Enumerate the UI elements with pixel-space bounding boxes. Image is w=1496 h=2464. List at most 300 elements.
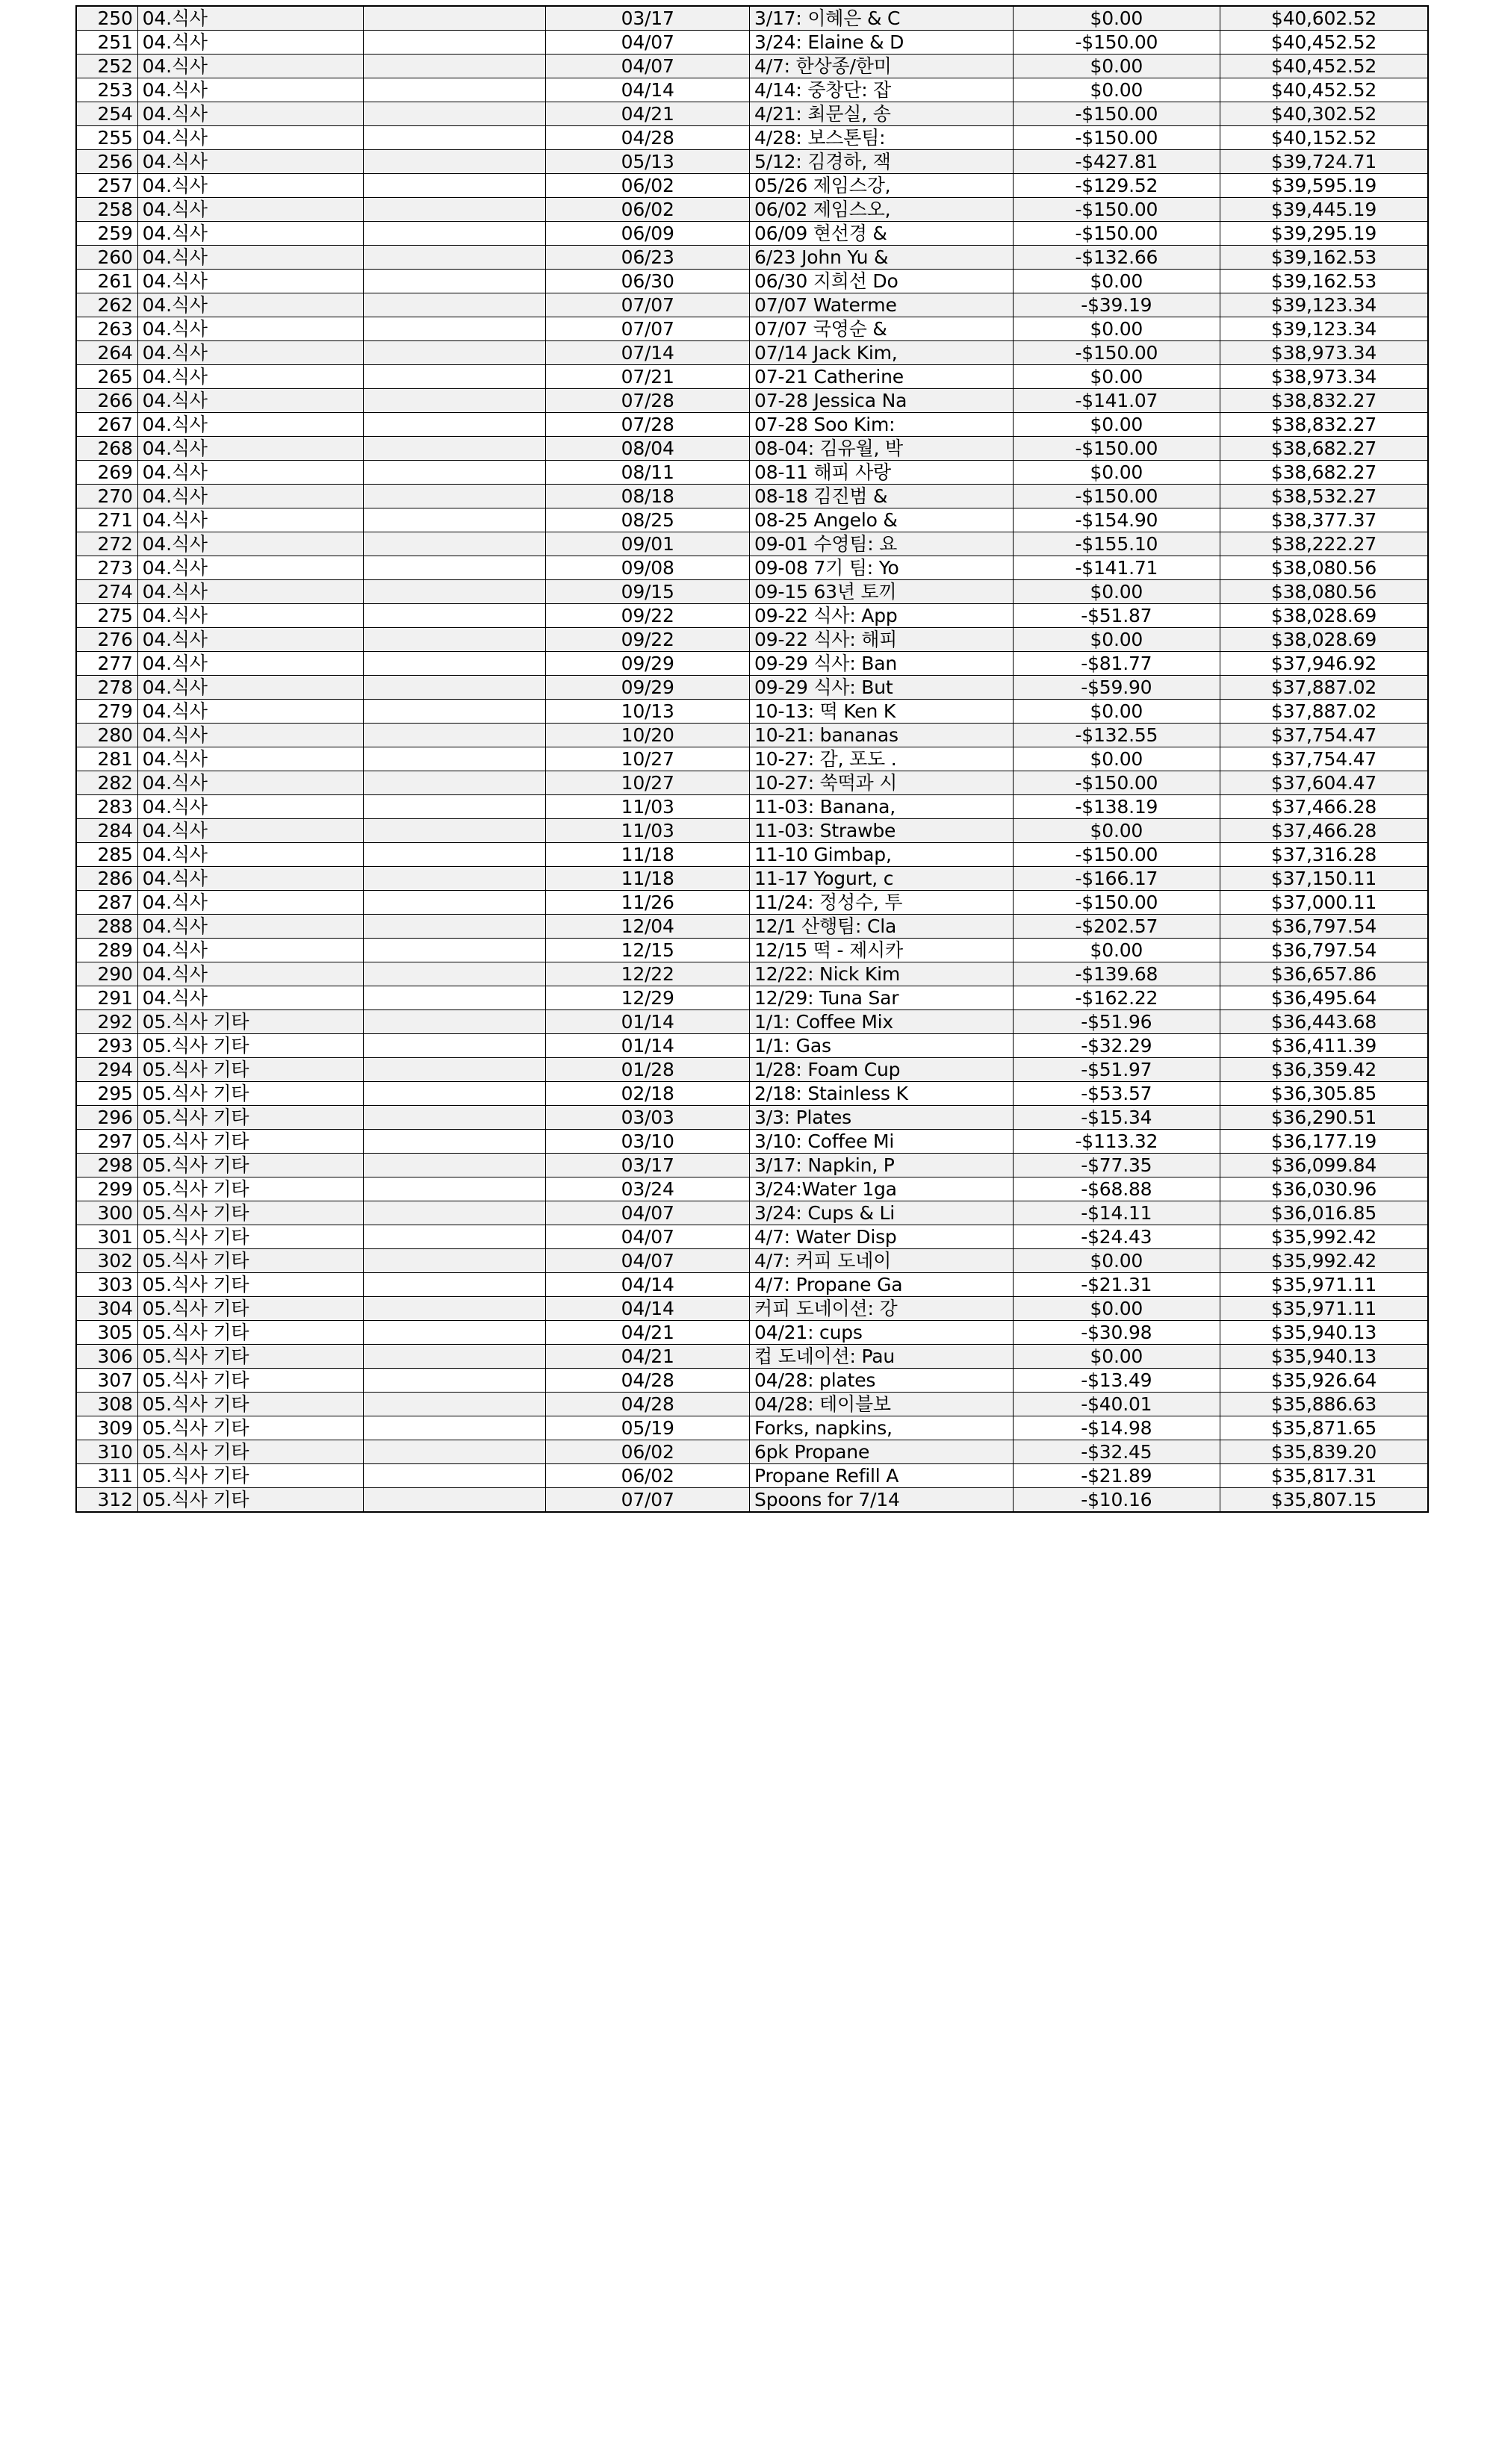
cell-subcategory[interactable] xyxy=(364,1034,546,1058)
cell-amount[interactable]: -$150.00 xyxy=(1013,222,1220,246)
cell-date[interactable]: 10/27 xyxy=(546,747,750,771)
cell-description[interactable] xyxy=(750,747,1014,771)
cell-row-number[interactable]: 271 xyxy=(76,508,137,532)
table-row[interactable] xyxy=(76,1297,1428,1321)
cell-amount[interactable]: -$132.55 xyxy=(1013,724,1220,747)
cell-date[interactable]: 12/29 xyxy=(546,986,750,1010)
cell-category[interactable]: 04.식사 xyxy=(137,174,363,198)
table-row[interactable] xyxy=(76,724,1428,747)
cell-subcategory[interactable] xyxy=(364,891,546,915)
cell-row-number[interactable]: 256 xyxy=(76,150,137,174)
cell-description[interactable] xyxy=(750,1249,1014,1273)
cell-amount[interactable]: $0.00 xyxy=(1013,270,1220,293)
cell-category[interactable]: 05.식사 기타 xyxy=(137,1345,363,1369)
cell-subcategory[interactable] xyxy=(364,1249,546,1273)
cell-row-number[interactable]: 259 xyxy=(76,222,137,246)
cell-category[interactable]: 04.식사 xyxy=(137,461,363,485)
cell-description[interactable] xyxy=(750,222,1014,246)
cell-balance[interactable]: $37,887.02 xyxy=(1220,676,1429,700)
cell-description[interactable] xyxy=(750,1393,1014,1416)
cell-amount[interactable]: -$150.00 xyxy=(1013,437,1220,461)
cell-subcategory[interactable] xyxy=(364,628,546,652)
cell-subcategory[interactable] xyxy=(364,1154,546,1177)
cell-date[interactable]: 08/25 xyxy=(546,508,750,532)
cell-subcategory[interactable] xyxy=(364,461,546,485)
cell-row-number[interactable]: 306 xyxy=(76,1345,137,1369)
cell-balance[interactable]: $39,595.19 xyxy=(1220,174,1429,198)
cell-subcategory[interactable] xyxy=(364,413,546,437)
cell-date[interactable]: 04/21 xyxy=(546,102,750,126)
cell-amount[interactable]: $0.00 xyxy=(1013,939,1220,962)
table-row[interactable] xyxy=(76,126,1428,150)
cell-category[interactable]: 05.식사 기타 xyxy=(137,1106,363,1130)
table-row[interactable] xyxy=(76,150,1428,174)
cell-amount[interactable]: -$51.87 xyxy=(1013,604,1220,628)
cell-amount[interactable]: -$81.77 xyxy=(1013,652,1220,676)
cell-description[interactable] xyxy=(750,771,1014,795)
cell-description[interactable] xyxy=(750,1321,1014,1345)
cell-amount[interactable]: -$59.90 xyxy=(1013,676,1220,700)
cell-category[interactable]: 05.식사 기타 xyxy=(137,1225,363,1249)
cell-category[interactable]: 05.식사 기타 xyxy=(137,1034,363,1058)
cell-balance[interactable]: $37,000.11 xyxy=(1220,891,1429,915)
cell-subcategory[interactable] xyxy=(364,246,546,270)
cell-category[interactable]: 04.식사 xyxy=(137,676,363,700)
table-row[interactable] xyxy=(76,795,1428,819)
cell-balance[interactable]: $40,152.52 xyxy=(1220,126,1429,150)
cell-balance[interactable]: $36,305.85 xyxy=(1220,1082,1429,1106)
cell-balance[interactable]: $36,657.86 xyxy=(1220,962,1429,986)
cell-subcategory[interactable] xyxy=(364,915,546,939)
cell-amount[interactable]: $0.00 xyxy=(1013,461,1220,485)
cell-date[interactable]: 04/21 xyxy=(546,1321,750,1345)
cell-category[interactable]: 04.식사 xyxy=(137,747,363,771)
cell-subcategory[interactable] xyxy=(364,1225,546,1249)
cell-date[interactable]: 12/15 xyxy=(546,939,750,962)
cell-balance[interactable]: $35,926.64 xyxy=(1220,1369,1429,1393)
cell-row-number[interactable]: 253 xyxy=(76,78,137,102)
cell-row-number[interactable]: 284 xyxy=(76,819,137,843)
cell-date[interactable]: 03/17 xyxy=(546,1154,750,1177)
cell-balance[interactable]: $35,940.13 xyxy=(1220,1321,1429,1345)
cell-description[interactable] xyxy=(750,1058,1014,1082)
cell-description[interactable] xyxy=(750,293,1014,317)
cell-row-number[interactable]: 300 xyxy=(76,1201,137,1225)
table-row[interactable] xyxy=(76,389,1428,413)
table-row[interactable] xyxy=(76,939,1428,962)
cell-date[interactable]: 09/22 xyxy=(546,604,750,628)
cell-row-number[interactable]: 263 xyxy=(76,317,137,341)
table-row[interactable] xyxy=(76,556,1428,580)
cell-balance[interactable]: $37,316.28 xyxy=(1220,843,1429,867)
cell-description[interactable] xyxy=(750,1177,1014,1201)
cell-subcategory[interactable] xyxy=(364,1130,546,1154)
cell-row-number[interactable]: 251 xyxy=(76,31,137,55)
cell-subcategory[interactable] xyxy=(364,1273,546,1297)
cell-date[interactable]: 09/01 xyxy=(546,532,750,556)
cell-description[interactable] xyxy=(750,1034,1014,1058)
cell-balance[interactable]: $39,123.34 xyxy=(1220,317,1429,341)
cell-amount[interactable]: -$162.22 xyxy=(1013,986,1220,1010)
table-row[interactable] xyxy=(76,1106,1428,1130)
cell-description[interactable] xyxy=(750,1130,1014,1154)
cell-subcategory[interactable] xyxy=(364,1345,546,1369)
cell-description[interactable] xyxy=(750,1082,1014,1106)
cell-row-number[interactable]: 297 xyxy=(76,1130,137,1154)
cell-balance[interactable]: $35,817.31 xyxy=(1220,1464,1429,1488)
cell-subcategory[interactable] xyxy=(364,55,546,78)
cell-amount[interactable]: $0.00 xyxy=(1013,628,1220,652)
cell-subcategory[interactable] xyxy=(364,437,546,461)
cell-category[interactable]: 04.식사 xyxy=(137,580,363,604)
cell-description[interactable] xyxy=(750,1154,1014,1177)
cell-subcategory[interactable] xyxy=(364,986,546,1010)
cell-row-number[interactable]: 308 xyxy=(76,1393,137,1416)
cell-row-number[interactable]: 301 xyxy=(76,1225,137,1249)
table-row[interactable] xyxy=(76,843,1428,867)
cell-balance[interactable]: $37,466.28 xyxy=(1220,795,1429,819)
cell-subcategory[interactable] xyxy=(364,724,546,747)
table-row[interactable] xyxy=(76,604,1428,628)
cell-description[interactable] xyxy=(750,1488,1014,1513)
cell-amount[interactable]: -$150.00 xyxy=(1013,891,1220,915)
cell-row-number[interactable]: 295 xyxy=(76,1082,137,1106)
cell-description[interactable] xyxy=(750,1345,1014,1369)
cell-row-number[interactable]: 299 xyxy=(76,1177,137,1201)
cell-date[interactable]: 04/07 xyxy=(546,1225,750,1249)
cell-subcategory[interactable] xyxy=(364,939,546,962)
table-row[interactable] xyxy=(76,508,1428,532)
cell-category[interactable]: 05.식사 기타 xyxy=(137,1464,363,1488)
cell-date[interactable]: 09/08 xyxy=(546,556,750,580)
cell-amount[interactable]: $0.00 xyxy=(1013,1345,1220,1369)
cell-subcategory[interactable] xyxy=(364,293,546,317)
table-row[interactable] xyxy=(76,365,1428,389)
cell-balance[interactable]: $38,080.56 xyxy=(1220,556,1429,580)
cell-balance[interactable]: $35,871.65 xyxy=(1220,1416,1429,1440)
cell-category[interactable]: 05.식사 기타 xyxy=(137,1010,363,1034)
cell-category[interactable]: 04.식사 xyxy=(137,867,363,891)
cell-row-number[interactable]: 293 xyxy=(76,1034,137,1058)
cell-subcategory[interactable] xyxy=(364,1393,546,1416)
cell-row-number[interactable]: 288 xyxy=(76,915,137,939)
cell-description[interactable] xyxy=(750,508,1014,532)
cell-balance[interactable]: $35,839.20 xyxy=(1220,1440,1429,1464)
table-row[interactable] xyxy=(76,1464,1428,1488)
table-row[interactable] xyxy=(76,1225,1428,1249)
cell-date[interactable]: 04/28 xyxy=(546,1393,750,1416)
cell-subcategory[interactable] xyxy=(364,747,546,771)
cell-category[interactable]: 04.식사 xyxy=(137,628,363,652)
cell-description[interactable] xyxy=(750,986,1014,1010)
cell-category[interactable]: 04.식사 xyxy=(137,341,363,365)
cell-amount[interactable]: -$24.43 xyxy=(1013,1225,1220,1249)
cell-row-number[interactable]: 275 xyxy=(76,604,137,628)
cell-amount[interactable]: -$51.97 xyxy=(1013,1058,1220,1082)
cell-subcategory[interactable] xyxy=(364,771,546,795)
cell-subcategory[interactable] xyxy=(364,1488,546,1513)
cell-balance[interactable]: $38,222.27 xyxy=(1220,532,1429,556)
cell-date[interactable]: 09/29 xyxy=(546,652,750,676)
cell-row-number[interactable]: 276 xyxy=(76,628,137,652)
cell-row-number[interactable]: 309 xyxy=(76,1416,137,1440)
table-row[interactable] xyxy=(76,1130,1428,1154)
cell-subcategory[interactable] xyxy=(364,819,546,843)
cell-amount[interactable]: -$14.98 xyxy=(1013,1416,1220,1440)
cell-category[interactable]: 04.식사 xyxy=(137,413,363,437)
cell-amount[interactable]: $0.00 xyxy=(1013,580,1220,604)
cell-subcategory[interactable] xyxy=(364,1440,546,1464)
table-row[interactable] xyxy=(76,293,1428,317)
cell-amount[interactable]: -$141.71 xyxy=(1013,556,1220,580)
cell-balance[interactable]: $37,604.47 xyxy=(1220,771,1429,795)
cell-amount[interactable]: $0.00 xyxy=(1013,1249,1220,1273)
cell-description[interactable] xyxy=(750,1106,1014,1130)
cell-date[interactable]: 04/14 xyxy=(546,1297,750,1321)
cell-balance[interactable]: $37,754.47 xyxy=(1220,747,1429,771)
cell-row-number[interactable]: 282 xyxy=(76,771,137,795)
cell-date[interactable]: 05/13 xyxy=(546,150,750,174)
cell-subcategory[interactable] xyxy=(364,1106,546,1130)
cell-date[interactable]: 04/14 xyxy=(546,1273,750,1297)
cell-row-number[interactable]: 261 xyxy=(76,270,137,293)
cell-description[interactable] xyxy=(750,795,1014,819)
cell-amount[interactable]: -$150.00 xyxy=(1013,31,1220,55)
cell-category[interactable]: 04.식사 xyxy=(137,365,363,389)
cell-category[interactable]: 04.식사 xyxy=(137,724,363,747)
cell-description[interactable] xyxy=(750,1416,1014,1440)
cell-row-number[interactable]: 273 xyxy=(76,556,137,580)
cell-subcategory[interactable] xyxy=(364,150,546,174)
cell-balance[interactable]: $38,532.27 xyxy=(1220,485,1429,508)
cell-amount[interactable]: -$150.00 xyxy=(1013,485,1220,508)
cell-subcategory[interactable] xyxy=(364,1201,546,1225)
cell-subcategory[interactable] xyxy=(364,485,546,508)
table-row[interactable] xyxy=(76,317,1428,341)
cell-description[interactable] xyxy=(750,413,1014,437)
cell-category[interactable]: 04.식사 xyxy=(137,150,363,174)
table-row[interactable] xyxy=(76,532,1428,556)
cell-description[interactable] xyxy=(750,724,1014,747)
table-row[interactable] xyxy=(76,1416,1428,1440)
cell-category[interactable]: 04.식사 xyxy=(137,317,363,341)
table-row[interactable] xyxy=(76,1488,1428,1513)
cell-row-number[interactable]: 286 xyxy=(76,867,137,891)
cell-amount[interactable]: $0.00 xyxy=(1013,55,1220,78)
cell-balance[interactable]: $38,832.27 xyxy=(1220,413,1429,437)
cell-description[interactable] xyxy=(750,939,1014,962)
table-row[interactable] xyxy=(76,962,1428,986)
cell-balance[interactable]: $36,030.96 xyxy=(1220,1177,1429,1201)
cell-amount[interactable]: -$30.98 xyxy=(1013,1321,1220,1345)
cell-subcategory[interactable] xyxy=(364,580,546,604)
cell-row-number[interactable]: 277 xyxy=(76,652,137,676)
cell-date[interactable]: 07/28 xyxy=(546,389,750,413)
table-row[interactable] xyxy=(76,1345,1428,1369)
cell-date[interactable]: 08/18 xyxy=(546,485,750,508)
cell-amount[interactable]: $0.00 xyxy=(1013,365,1220,389)
cell-category[interactable]: 04.식사 xyxy=(137,986,363,1010)
cell-balance[interactable]: $36,099.84 xyxy=(1220,1154,1429,1177)
cell-description[interactable] xyxy=(750,270,1014,293)
cell-date[interactable]: 01/14 xyxy=(546,1034,750,1058)
cell-description[interactable] xyxy=(750,437,1014,461)
cell-row-number[interactable]: 266 xyxy=(76,389,137,413)
cell-balance[interactable]: $37,466.28 xyxy=(1220,819,1429,843)
cell-balance[interactable]: $39,295.19 xyxy=(1220,222,1429,246)
cell-balance[interactable]: $37,946.92 xyxy=(1220,652,1429,676)
cell-category[interactable]: 05.식사 기타 xyxy=(137,1440,363,1464)
cell-amount[interactable]: -$32.45 xyxy=(1013,1440,1220,1464)
cell-description[interactable] xyxy=(750,819,1014,843)
cell-category[interactable]: 04.식사 xyxy=(137,508,363,532)
cell-date[interactable]: 04/28 xyxy=(546,126,750,150)
table-row[interactable] xyxy=(76,676,1428,700)
cell-amount[interactable]: -$202.57 xyxy=(1013,915,1220,939)
cell-description[interactable] xyxy=(750,485,1014,508)
cell-date[interactable]: 07/07 xyxy=(546,293,750,317)
cell-balance[interactable]: $40,452.52 xyxy=(1220,78,1429,102)
cell-amount[interactable]: -$150.00 xyxy=(1013,126,1220,150)
cell-date[interactable]: 06/09 xyxy=(546,222,750,246)
cell-subcategory[interactable] xyxy=(364,31,546,55)
cell-amount[interactable]: $0.00 xyxy=(1013,6,1220,31)
cell-category[interactable]: 04.식사 xyxy=(137,437,363,461)
cell-subcategory[interactable] xyxy=(364,556,546,580)
table-row[interactable] xyxy=(76,891,1428,915)
cell-row-number[interactable]: 311 xyxy=(76,1464,137,1488)
cell-date[interactable]: 04/07 xyxy=(546,55,750,78)
cell-balance[interactable]: $39,445.19 xyxy=(1220,198,1429,222)
cell-row-number[interactable]: 285 xyxy=(76,843,137,867)
cell-category[interactable]: 04.식사 xyxy=(137,102,363,126)
cell-row-number[interactable]: 280 xyxy=(76,724,137,747)
cell-category[interactable]: 04.식사 xyxy=(137,843,363,867)
cell-date[interactable]: 06/02 xyxy=(546,1440,750,1464)
cell-amount[interactable]: $0.00 xyxy=(1013,413,1220,437)
cell-category[interactable]: 04.식사 xyxy=(137,795,363,819)
cell-balance[interactable]: $35,992.42 xyxy=(1220,1249,1429,1273)
cell-date[interactable]: 09/15 xyxy=(546,580,750,604)
cell-category[interactable]: 05.식사 기타 xyxy=(137,1249,363,1273)
table-row[interactable] xyxy=(76,1369,1428,1393)
table-row[interactable] xyxy=(76,1082,1428,1106)
cell-subcategory[interactable] xyxy=(364,78,546,102)
cell-subcategory[interactable] xyxy=(364,1082,546,1106)
cell-balance[interactable]: $36,290.51 xyxy=(1220,1106,1429,1130)
cell-balance[interactable]: $40,302.52 xyxy=(1220,102,1429,126)
cell-balance[interactable]: $40,452.52 xyxy=(1220,55,1429,78)
cell-amount[interactable]: -$427.81 xyxy=(1013,150,1220,174)
table-row[interactable] xyxy=(76,270,1428,293)
cell-description[interactable] xyxy=(750,461,1014,485)
cell-category[interactable]: 05.식사 기타 xyxy=(137,1393,363,1416)
cell-category[interactable]: 04.식사 xyxy=(137,532,363,556)
cell-balance[interactable]: $38,682.27 xyxy=(1220,437,1429,461)
cell-row-number[interactable]: 304 xyxy=(76,1297,137,1321)
cell-amount[interactable]: -$150.00 xyxy=(1013,102,1220,126)
cell-date[interactable]: 06/23 xyxy=(546,246,750,270)
cell-balance[interactable]: $35,971.11 xyxy=(1220,1297,1429,1321)
cell-balance[interactable]: $36,797.54 xyxy=(1220,915,1429,939)
table-row[interactable] xyxy=(76,55,1428,78)
cell-date[interactable]: 01/28 xyxy=(546,1058,750,1082)
cell-row-number[interactable]: 274 xyxy=(76,580,137,604)
cell-subcategory[interactable] xyxy=(364,652,546,676)
cell-date[interactable]: 07/07 xyxy=(546,317,750,341)
cell-category[interactable]: 04.식사 xyxy=(137,293,363,317)
cell-amount[interactable]: -$21.89 xyxy=(1013,1464,1220,1488)
cell-description[interactable] xyxy=(750,652,1014,676)
cell-subcategory[interactable] xyxy=(364,198,546,222)
cell-date[interactable]: 07/14 xyxy=(546,341,750,365)
cell-description[interactable] xyxy=(750,102,1014,126)
cell-category[interactable]: 04.식사 xyxy=(137,915,363,939)
cell-row-number[interactable]: 254 xyxy=(76,102,137,126)
cell-balance[interactable]: $36,797.54 xyxy=(1220,939,1429,962)
table-row[interactable] xyxy=(76,747,1428,771)
table-row[interactable] xyxy=(76,580,1428,604)
table-row[interactable] xyxy=(76,1034,1428,1058)
cell-subcategory[interactable] xyxy=(364,962,546,986)
cell-description[interactable] xyxy=(750,1273,1014,1297)
cell-amount[interactable]: -$150.00 xyxy=(1013,843,1220,867)
cell-date[interactable]: 11/18 xyxy=(546,867,750,891)
cell-balance[interactable]: $37,887.02 xyxy=(1220,700,1429,724)
cell-date[interactable]: 07/07 xyxy=(546,1488,750,1513)
cell-row-number[interactable]: 265 xyxy=(76,365,137,389)
cell-row-number[interactable]: 294 xyxy=(76,1058,137,1082)
cell-description[interactable] xyxy=(750,556,1014,580)
cell-description[interactable] xyxy=(750,604,1014,628)
table-row[interactable] xyxy=(76,915,1428,939)
cell-row-number[interactable]: 268 xyxy=(76,437,137,461)
cell-amount[interactable]: $0.00 xyxy=(1013,78,1220,102)
cell-date[interactable]: 04/28 xyxy=(546,1369,750,1393)
cell-balance[interactable]: $39,123.34 xyxy=(1220,293,1429,317)
cell-description[interactable] xyxy=(750,628,1014,652)
cell-amount[interactable]: -$113.32 xyxy=(1013,1130,1220,1154)
cell-amount[interactable]: -$32.29 xyxy=(1013,1034,1220,1058)
cell-balance[interactable]: $35,886.63 xyxy=(1220,1393,1429,1416)
cell-date[interactable]: 08/11 xyxy=(546,461,750,485)
cell-balance[interactable]: $38,973.34 xyxy=(1220,365,1429,389)
cell-row-number[interactable]: 290 xyxy=(76,962,137,986)
cell-description[interactable] xyxy=(750,31,1014,55)
cell-row-number[interactable]: 257 xyxy=(76,174,137,198)
cell-description[interactable] xyxy=(750,700,1014,724)
cell-subcategory[interactable] xyxy=(364,1416,546,1440)
cell-amount[interactable]: $0.00 xyxy=(1013,747,1220,771)
table-row[interactable] xyxy=(76,485,1428,508)
cell-row-number[interactable]: 291 xyxy=(76,986,137,1010)
cell-category[interactable]: 04.식사 xyxy=(137,962,363,986)
table-row[interactable] xyxy=(76,867,1428,891)
table-row[interactable] xyxy=(76,246,1428,270)
cell-balance[interactable]: $36,016.85 xyxy=(1220,1201,1429,1225)
cell-subcategory[interactable] xyxy=(364,1369,546,1393)
cell-row-number[interactable]: 307 xyxy=(76,1369,137,1393)
cell-subcategory[interactable] xyxy=(364,365,546,389)
cell-date[interactable]: 06/02 xyxy=(546,198,750,222)
cell-row-number[interactable]: 296 xyxy=(76,1106,137,1130)
cell-balance[interactable]: $38,973.34 xyxy=(1220,341,1429,365)
cell-category[interactable]: 04.식사 xyxy=(137,389,363,413)
cell-description[interactable] xyxy=(750,317,1014,341)
cell-date[interactable]: 03/24 xyxy=(546,1177,750,1201)
cell-description[interactable] xyxy=(750,843,1014,867)
cell-category[interactable]: 05.식사 기타 xyxy=(137,1201,363,1225)
